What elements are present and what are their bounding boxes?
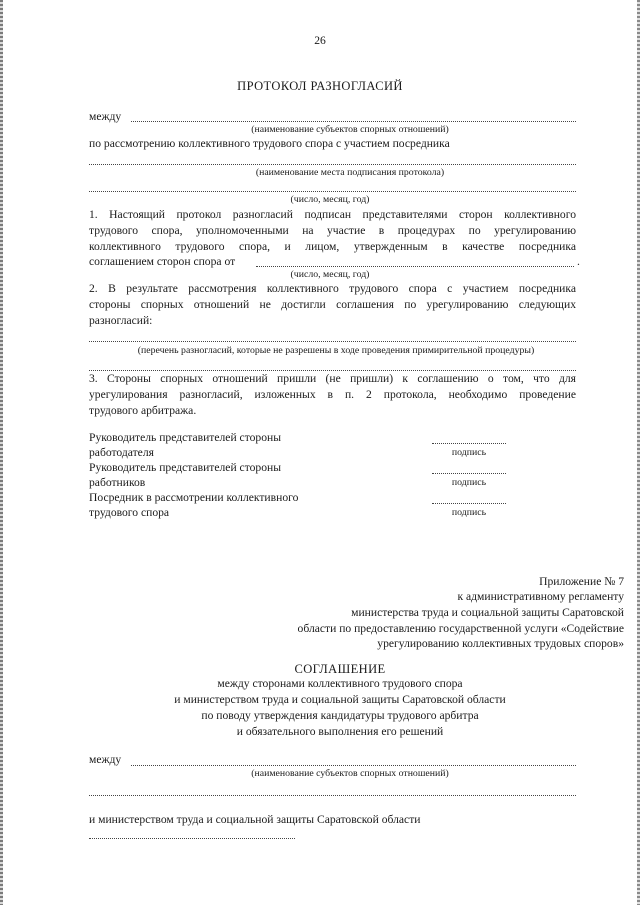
- signatory-workers-line-1: Руководитель представителей стороны: [89, 461, 281, 474]
- agreement-subtitle-4: и обязательного выполнения его решений: [236, 725, 444, 738]
- subjects-fill-line: [131, 121, 576, 122]
- p2-line-2: стороны спорных отношений не достигли соглашения по урегулированию следующих: [89, 298, 576, 311]
- date-caption: (число, месяц, год): [290, 194, 370, 205]
- appendix-line-2: к административному регламенту: [457, 590, 624, 603]
- signature-line-mediator: [432, 503, 506, 504]
- page-number: 26: [314, 34, 326, 47]
- signature-line-employer: [432, 443, 506, 444]
- appendix-line-4: области по предоставлению государственной услуги «Содействие: [297, 622, 624, 635]
- agreement-subtitle-2: и министерством труда и социальной защиты Саратовской области: [174, 693, 506, 706]
- agreement-title: СОГЛАШЕНИЕ: [294, 662, 386, 676]
- agreement-subjects-caption: (наименование субъектов спорных отношений): [251, 768, 449, 779]
- signature-caption-employer: подпись: [451, 447, 487, 458]
- signatory-employer-line-2: работодателя: [89, 446, 154, 459]
- p3-line-1: 3. Стороны спорных отношений пришли (не пришли) к соглашению о том, что для: [89, 372, 576, 385]
- signature-caption-mediator: подпись: [451, 507, 487, 518]
- appendix-line-3: министерства труда и социальной защиты Саратовской: [351, 606, 624, 619]
- signature-caption-workers: подпись: [451, 477, 487, 488]
- date-fill-line: [89, 191, 576, 192]
- place-caption: (наименование места подписания протокола): [255, 167, 445, 178]
- disagreements-fill-line: [89, 341, 576, 342]
- p3-line-2: урегулирования разногласий, изложенных в п. 2 протокола, необходимо проведение: [89, 388, 576, 401]
- appendix-line-1: Приложение № 7: [539, 575, 624, 588]
- p3-line-3: трудового арбитража.: [89, 404, 197, 417]
- disagreements-fill-line-2: [89, 370, 576, 371]
- scan-edge-left: [0, 0, 3, 905]
- agreement-subtitle-3: по поводу утверждения кандидатуры трудового арбитра: [201, 709, 479, 722]
- signature-line-workers: [432, 473, 506, 474]
- p1-line-1: 1. Настоящий протокол разногласий подписан представителями сторон коллективного: [89, 208, 576, 221]
- between-label: между: [89, 110, 122, 123]
- date-caption-2: (число, месяц, год): [290, 269, 370, 280]
- agreement-subtitle-1: между сторонами коллективного трудового спора: [217, 677, 463, 690]
- agreement-date-fill-line: [256, 266, 574, 267]
- p1-line-3: коллективного трудового спора, и лицом, утвержденным в качестве посредника: [89, 240, 576, 253]
- signatory-mediator-line-2: трудового спора: [89, 506, 170, 519]
- subjects-caption: (наименование субъектов спорных отношений): [251, 124, 449, 135]
- disagreements-caption: (перечень разногласий, которые не разрешены в ходе проведения примирительной процедуры): [137, 345, 535, 356]
- agreement-ministry-line: и министерством труда и социальной защиты Саратовской области: [89, 813, 421, 826]
- protocol-title: ПРОТОКОЛ РАЗНОГЛАСИЙ: [237, 79, 403, 93]
- p1-line-4: соглашением сторон спора от: [89, 255, 236, 268]
- appendix-line-5: урегулированию коллективных трудовых споров»: [377, 637, 624, 650]
- protocol-purpose: по рассмотрению коллективного трудового спора с участием посредника: [89, 137, 450, 150]
- p1-line-2: трудового спора, уполномоченными на участие в процедурах по урегулированию: [89, 224, 576, 237]
- agreement-subjects-fill-line: [131, 765, 576, 766]
- agreement-subjects-fill-line-2: [89, 795, 576, 796]
- signatory-workers-line-2: работников: [89, 476, 146, 489]
- agreement-between-label: между: [89, 753, 122, 766]
- place-fill-line: [89, 164, 576, 165]
- p2-line-3: разногласий:: [89, 314, 153, 327]
- signatory-mediator-line-1: Посредник в рассмотрении коллективного: [89, 491, 299, 504]
- p2-line-1: 2. В результате рассмотрения коллективного трудового спора с участием посредника: [89, 282, 576, 295]
- agreement-ministry-fill-line: [89, 838, 295, 839]
- signatory-employer-line-1: Руководитель представителей стороны: [89, 431, 281, 444]
- p1-end: .: [577, 255, 580, 268]
